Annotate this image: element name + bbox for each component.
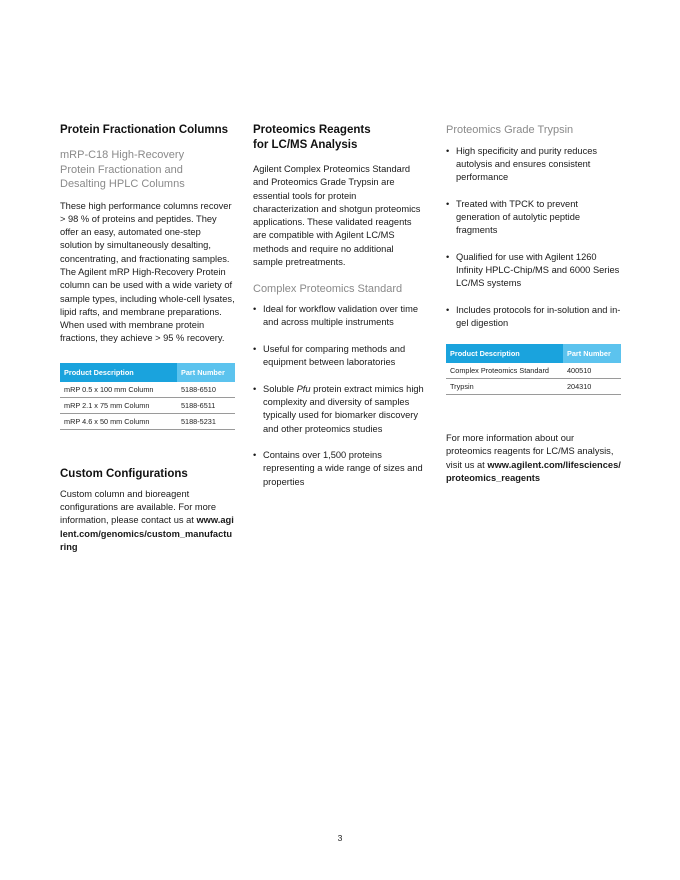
custom-manufacturing-link[interactable]: www.agilent.com/genomics/custom_manufacturing — [60, 515, 234, 552]
table-header-part-number: Part Number — [177, 363, 235, 382]
table-row — [446, 378, 621, 394]
column-left — [60, 123, 235, 554]
section-heading-custom-configurations: Custom Configurations — [60, 467, 188, 480]
bullet-text-prefix: Soluble — [263, 383, 297, 394]
table-row — [60, 382, 235, 398]
bullet-text: High specificity and purity reduces autolysis and ensures consistent performance — [456, 145, 598, 183]
table-row — [60, 397, 235, 413]
body-custom-configurations — [60, 488, 235, 554]
bullet-text: Useful for comparing methods and equipment between laboratories — [263, 343, 406, 368]
section-heading-proteomics-reagents — [253, 123, 428, 153]
table-cell-description: Trypsin — [446, 378, 563, 394]
table-cell-part-number: 5188-6511 — [177, 397, 235, 413]
list-item — [446, 304, 621, 331]
column-right — [446, 123, 621, 485]
column-middle — [253, 123, 428, 502]
list-item — [253, 383, 428, 436]
list-item — [446, 145, 621, 185]
trypsin-bullet-list — [446, 145, 621, 331]
body-protein-fractionation: These high performance columns recover > 98 % of proteins and peptides. They offer an easy, automated one-step solution by simultaneously desalting, concentrating, and fractionating samples. The Agilent mRP High-Recovery Protein column can be used with a wide variety of sample types, including whole-cell lysates, lipid rafts, and membrane preparations. When used with membrane protein fractions, they achieve > 95 % recovery. — [60, 200, 235, 344]
table-cell-description: mRP 0.5 x 100 mm Column — [60, 382, 177, 398]
table-header-row — [60, 363, 235, 382]
bullet-marker: • — [446, 145, 450, 156]
page-number: 3 — [337, 833, 343, 843]
more-information-text: For more information about our proteomics reagents for LC/MS analysis, visit us at — [446, 432, 614, 470]
bullet-text-pfu: Pfu — [296, 383, 311, 394]
body-proteomics-reagents: Agilent Complex Proteomics Standard and Proteomics Grade Trypsin are essential tools for protein characterization and shotgun proteomics applications. These validated reagents are compatible with Agilent LC/MS methods and require no additional sample pretreatments. — [253, 164, 421, 268]
table-cell-part-number: 204310 — [563, 378, 621, 394]
bullet-text: Contains over 1,500 proteins representing a wide range of sizes and properties — [263, 450, 423, 487]
table-header-product-description: Product Description — [60, 363, 177, 382]
reagents-product-table — [446, 344, 621, 395]
table-cell-part-number: 5188-5231 — [177, 413, 235, 429]
list-item — [253, 303, 428, 330]
table-header-product-description: Product Description — [446, 344, 563, 363]
table-header-row — [446, 344, 621, 363]
table-header-part-number: Part Number — [563, 344, 621, 363]
table-row — [60, 413, 235, 429]
bullet-marker: • — [253, 343, 257, 354]
list-item — [446, 198, 621, 238]
table-cell-part-number: 400510 — [563, 363, 621, 379]
complex-standard-bullet-list — [253, 303, 428, 489]
subheading-proteomics-grade-trypsin: Proteomics Grade Trypsin — [446, 124, 574, 136]
subheading-complex-proteomics-standard: Complex Proteomics Standard — [253, 283, 403, 296]
table-row — [446, 363, 621, 379]
table-cell-description: mRP 2.1 x 75 mm Column — [60, 397, 177, 413]
list-item — [253, 343, 428, 370]
bullet-text: Includes protocols for in-solution and in-gel digestion — [456, 305, 621, 329]
heading-line-1: Proteomics Reagents — [253, 124, 371, 136]
table-cell-description: mRP 4.6 x 50 mm Column — [60, 413, 177, 429]
bullet-marker: • — [253, 450, 257, 461]
list-item — [446, 251, 621, 291]
bullet-marker: • — [253, 303, 257, 314]
bullet-text-suffix: protein extract mimics high complexity and diversity of samples typically used for biomarker discovery and other proteomics studies — [263, 383, 424, 434]
bullet-marker: • — [446, 251, 450, 262]
subheading-mrp-c18: mRP-C18 High-Recovery Protein Fractionation and Desalting HPLC Columns — [60, 149, 185, 190]
table-cell-description: Complex Proteomics Standard — [446, 363, 563, 379]
bullet-text: Ideal for workflow validation over time and across multiple instruments — [263, 303, 419, 328]
body-more-information — [446, 432, 621, 485]
proteomics-reagents-link[interactable]: www.agilent.com/lifesciences/proteomics_reagents — [446, 459, 621, 483]
bullet-marker: • — [253, 383, 257, 394]
bullet-marker: • — [446, 305, 450, 316]
list-item — [253, 449, 428, 489]
bullet-marker: • — [446, 198, 450, 209]
custom-configurations-text: Custom column and bioreagent configurations are available. For more information, please contact us at — [60, 488, 217, 526]
section-heading-protein-fractionation: Protein Fractionation Columns — [60, 124, 229, 136]
bullet-text: Treated with TPCK to prevent generation of autolytic peptide fragments — [456, 198, 581, 236]
table-cell-part-number: 5188-6510 — [177, 382, 235, 398]
bullet-text: Qualified for use with Agilent 1260 Infinity HPLC-Chip/MS and 6000 Series LC/MS systems — [456, 251, 620, 289]
heading-line-2: for LC/MS Analysis — [253, 139, 358, 151]
columns-product-table — [60, 363, 235, 430]
